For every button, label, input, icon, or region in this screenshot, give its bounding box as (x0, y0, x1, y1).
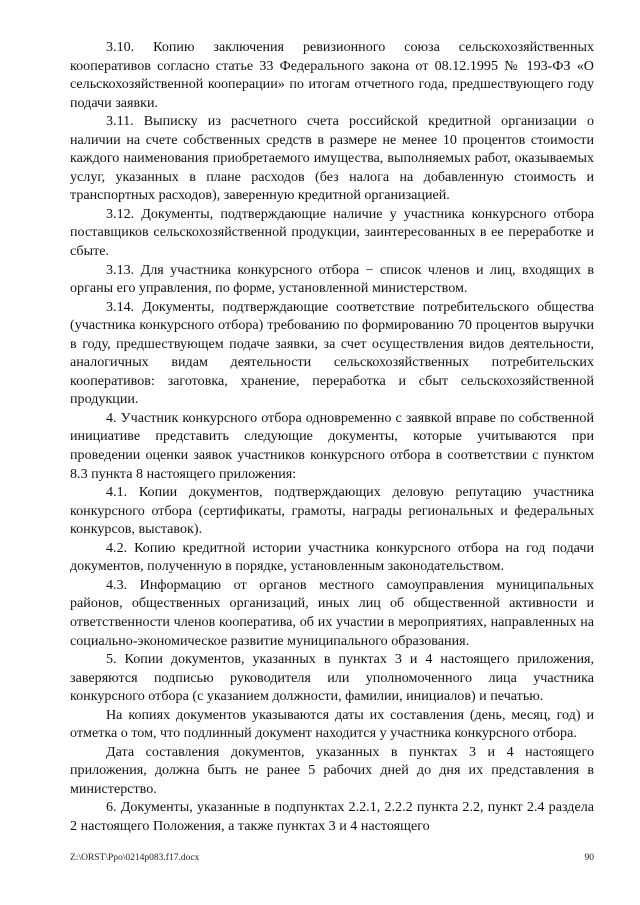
page-number: 90 (584, 853, 594, 863)
paragraph-3-14: 3.14. Документы, подтверждающие соответствие потребительского общества (участника конкурсного отбора) требованию по формированию 70 процентов выручки в году, предшествующем подаче заявки, за счет осуществления видов деятельности, аналогичных видам деятельности сельскохозяйственных потребительских кооперативов: заготовка, хранение, переработка и сбыт сельскохозяйственной продукции. (70, 298, 594, 408)
paragraph-3-12: 3.12. Документы, подтверждающие наличие у участника конкурсного отбора поставщиков сельскохозяйственной продукции, заинтересованных в ее переработке и сбыте. (70, 205, 594, 260)
paragraph-4: 4. Участник конкурсного отбора одновременно с заявкой вправе по собственной инициативе представить следующие документы, которые учитываются при проведении оценки заявок участников конкурсного отбора в соответствии с пунктом 8.3 пункта 8 настоящего приложения: (70, 409, 594, 482)
paragraph-3-13: 3.13. Для участника конкурсного отбора − список членов и лиц, входящих в органы его управления, по форме, установленной министерством. (70, 261, 594, 297)
paragraph-4-1: 4.1. Копии документов, подтверждающих деловую репутацию участника конкурсного отбора (сертификаты, грамоты, награды региональных и федеральных конкурсов, выставок). (70, 484, 594, 538)
paragraph-5-copies: На копиях документов указываются даты их составления (день, месяц, год) и отметка о том, что подлинный документ находится у участника конкурсного отбора. (70, 706, 594, 742)
document-body (70, 38, 594, 836)
paragraph-3-11: 3.11. Выписку из расчетного счета российской кредитной организации о наличии на счете собственных средств в размере не менее 10 процентов стоимости каждого наименования приобретаемого имущества, выполняемых работ, оказываемых услуг, указанных в плане расходов (без налога на добавленную стоимость и транспортных расходов), заверенную кредитной организацией. (70, 113, 594, 204)
page-footer (70, 852, 594, 864)
paragraph-4-2: 4.2. Копию кредитной истории участника конкурсного отбора на год подачи документов, полученную в порядке, установленным законодательством. (70, 539, 594, 575)
paragraph-3-10: 3.10. Копию заключения ревизионного союза сельскохозяйственных кооперативов согласно статье 33 Федерального закона от 08.12.1995 № 193-ФЗ «О сельскохозяйственной кооперации» по итогам отчетного года, предшествующего году подачи заявки. (70, 39, 594, 111)
paragraph-5: 5. Копии документов, указанных в пунктах 3 и 4 настоящего приложения, заверяются подписью руководителя или уполномоченного лица участника конкурсного отбора (с указанием должности, фамилии, инициалов) и печатью. (70, 651, 594, 705)
paragraph-6: 6. Документы, указанные в подпунктах 2.2.1, 2.2.2 пункта 2.2, пункт 2.4 раздела 2 настоящего Положения, а также пунктах 3 и 4 настоящего (70, 799, 594, 834)
paragraph-5-date: Дата составления документов, указанных в пунктах 3 и 4 настоящего приложения, должна быть не ранее 5 рабочих дней до дня их представления в министерство. (70, 743, 594, 797)
paragraph-4-3: 4.3. Информацию от органов местного самоуправления муниципальных районов, общественных организаций, иных лиц об общественной активности и ответственности членов кооператива, об их участии в мероприятиях, направленных на социально-экономическое развитие муниципального образования. (70, 576, 594, 649)
footer-file-path: Z:\ORST\Ppo\0214p083.f17.docx (70, 853, 200, 863)
